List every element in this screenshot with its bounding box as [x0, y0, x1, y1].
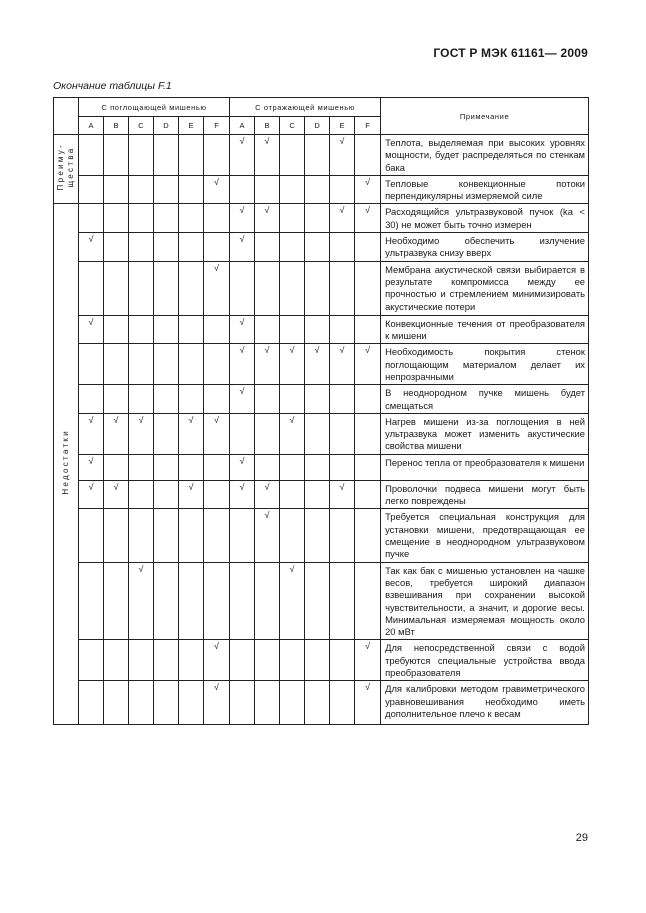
mark-cell [204, 261, 230, 315]
table-row [54, 344, 589, 385]
mark-cell [255, 204, 280, 233]
table-row [54, 562, 589, 640]
mark-cell [230, 681, 255, 725]
mark-cell [179, 681, 204, 725]
mark-cell [330, 344, 355, 385]
mark-cell [154, 344, 179, 385]
check-mark: √ [239, 205, 245, 216]
mark-cell [305, 562, 330, 640]
mark-cell [154, 261, 179, 315]
mark-cell [255, 509, 280, 562]
mark-cell [104, 681, 129, 725]
category-label: Недостатки [61, 429, 70, 495]
mark-cell [129, 204, 154, 233]
check-mark: √ [365, 345, 371, 356]
table-row [54, 640, 589, 681]
mark-cell [280, 261, 305, 315]
mark-cell [179, 454, 204, 480]
note-cell: Тепловые конвекционные потоки перпендикулярны измеряемой силе [381, 175, 589, 204]
table-row [54, 509, 589, 562]
mark-cell [255, 562, 280, 640]
check-mark: √ [339, 345, 345, 356]
note-cell: Необходимость покрытия стенок поглощающим материалом делает их непрозрачными [381, 344, 589, 385]
note-cell: Так как бак с мишенью установлен на чашке весов, требуется широкий диапазон взвешивания при сохранении высокой чувствительности, а значит, и дорогие весы. Минимальная измеряемая мощность около 20 мВт [381, 562, 589, 640]
note-cell: Мембрана акустической связи выбирается в результате компромисса между ее прочностью и стремлением минимизировать акустические потери [381, 261, 589, 315]
table-row [54, 480, 589, 509]
mark-cell [330, 261, 355, 315]
mark-cell [230, 233, 255, 262]
mark-cell [230, 562, 255, 640]
mark-cell [305, 454, 330, 480]
mark-cell [104, 175, 129, 204]
note-cell: Теплота, выделяемая при высоких уровнях мощности, будет распределяться по стенкам бака [381, 135, 589, 176]
mark-cell [255, 640, 280, 681]
mark-cell [255, 233, 280, 262]
subcolumn-header: B [255, 117, 280, 135]
mark-cell [230, 385, 255, 414]
mark-cell [79, 344, 104, 385]
mark-cell [104, 261, 129, 315]
mark-cell [179, 204, 204, 233]
mark-cell [179, 385, 204, 414]
page-number: 29 [575, 832, 588, 844]
mark-cell [179, 315, 204, 344]
mark-cell [355, 640, 381, 681]
check-mark: √ [239, 455, 245, 466]
table-row [54, 233, 589, 262]
note-cell: Необходимо обеспечить излучение ультразвука снизу вверх [381, 233, 589, 262]
mark-cell [204, 204, 230, 233]
mark-cell [230, 509, 255, 562]
check-mark: √ [339, 481, 345, 492]
mark-cell [79, 509, 104, 562]
mark-cell [280, 385, 305, 414]
mark-cell [230, 204, 255, 233]
mark-cell [355, 204, 381, 233]
mark-cell [330, 454, 355, 480]
mark-cell [154, 175, 179, 204]
mark-cell [204, 509, 230, 562]
notes-header: Примечание [381, 98, 589, 135]
table-row [54, 385, 589, 414]
mark-cell [104, 480, 129, 509]
subcolumn-header: D [154, 117, 179, 135]
mark-cell [79, 315, 104, 344]
mark-cell [230, 261, 255, 315]
mark-cell [129, 454, 154, 480]
mark-cell [104, 385, 129, 414]
table-row [54, 204, 589, 233]
mark-cell [255, 681, 280, 725]
check-mark: √ [239, 234, 245, 245]
mark-cell [280, 315, 305, 344]
mark-cell [204, 480, 230, 509]
mark-cell [230, 344, 255, 385]
check-mark: √ [239, 316, 245, 327]
subcolumn-header: A [79, 117, 104, 135]
mark-cell [179, 480, 204, 509]
category-label: Преиму- щества [56, 143, 75, 191]
note-cell: Требуется специальная конструкция для установки мишени, предотвращающая ее смещение в неоднородном ультразвуковом пучке [381, 509, 589, 562]
mark-cell [330, 135, 355, 176]
check-mark: √ [188, 414, 194, 425]
mark-cell [280, 509, 305, 562]
mark-cell [330, 480, 355, 509]
mark-cell [305, 413, 330, 454]
check-mark: √ [339, 205, 345, 216]
subcolumn-header: A [230, 117, 255, 135]
check-mark: √ [88, 481, 94, 492]
mark-cell [154, 204, 179, 233]
mark-cell [355, 344, 381, 385]
mark-cell [355, 261, 381, 315]
note-cell: Перенос тепла от преобразователя к мишени [381, 454, 589, 480]
mark-cell [79, 681, 104, 725]
mark-cell [255, 261, 280, 315]
mark-cell [104, 344, 129, 385]
mark-cell [230, 175, 255, 204]
mark-cell [305, 315, 330, 344]
mark-cell [129, 509, 154, 562]
check-mark: √ [214, 176, 219, 187]
group-reflecting-header: С отражающей мишенью [230, 98, 381, 117]
mark-cell [355, 480, 381, 509]
mark-cell [79, 261, 104, 315]
mark-cell [280, 135, 305, 176]
mark-cell [129, 413, 154, 454]
mark-cell [79, 233, 104, 262]
mark-cell [204, 385, 230, 414]
mark-cell [305, 640, 330, 681]
category-disadvantages [54, 204, 79, 725]
mark-cell [154, 233, 179, 262]
mark-cell [204, 175, 230, 204]
note-cell: В неоднородном пучке мишень будет смещаться [381, 385, 589, 414]
mark-cell [79, 480, 104, 509]
check-mark: √ [365, 176, 371, 187]
mark-cell [355, 175, 381, 204]
check-mark: √ [365, 641, 371, 652]
subcolumn-header: C [129, 117, 154, 135]
mark-cell [129, 681, 154, 725]
check-mark: √ [264, 205, 270, 216]
mark-cell [179, 233, 204, 262]
check-mark: √ [264, 510, 270, 521]
mark-cell [129, 261, 154, 315]
mark-cell [305, 344, 330, 385]
mark-cell [179, 562, 204, 640]
check-mark: √ [214, 682, 219, 693]
check-mark: √ [188, 481, 194, 492]
mark-cell [104, 413, 129, 454]
check-mark: √ [239, 345, 245, 356]
mark-cell [280, 344, 305, 385]
table-row [54, 413, 589, 454]
mark-cell [154, 315, 179, 344]
table-row [54, 261, 589, 315]
mark-cell [154, 135, 179, 176]
mark-cell [204, 135, 230, 176]
mark-cell [154, 509, 179, 562]
mark-cell [179, 509, 204, 562]
mark-cell [230, 640, 255, 681]
mark-cell [330, 681, 355, 725]
table-row [54, 315, 589, 344]
mark-cell [280, 175, 305, 204]
mark-cell [305, 480, 330, 509]
table-row [54, 454, 589, 480]
mark-cell [305, 175, 330, 204]
mark-cell [330, 204, 355, 233]
subcolumn-header: F [355, 117, 381, 135]
check-mark: √ [214, 414, 219, 425]
mark-cell [280, 413, 305, 454]
check-mark: √ [138, 414, 144, 425]
check-mark: √ [365, 205, 371, 216]
subcolumn-header: E [179, 117, 204, 135]
check-mark: √ [365, 682, 371, 693]
mark-cell [255, 315, 280, 344]
mark-cell [129, 175, 154, 204]
mark-cell [355, 562, 381, 640]
mark-cell [305, 261, 330, 315]
note-cell: Нагрев мишени из-за поглощения в ней ультразвука может изменить акустические свойства мишени [381, 413, 589, 454]
mark-cell [355, 454, 381, 480]
mark-cell [355, 413, 381, 454]
mark-cell [230, 454, 255, 480]
standard-header: ГОСТ Р МЭК 61161— 2009 [433, 46, 588, 60]
mark-cell [355, 135, 381, 176]
mark-cell [204, 562, 230, 640]
check-mark: √ [289, 345, 295, 356]
mark-cell [179, 344, 204, 385]
mark-cell [104, 640, 129, 681]
subcolumn-header: D [305, 117, 330, 135]
mark-cell [305, 135, 330, 176]
mark-cell [104, 315, 129, 344]
mark-cell [129, 562, 154, 640]
mark-cell [305, 681, 330, 725]
mark-cell [355, 233, 381, 262]
mark-cell [79, 175, 104, 204]
mark-cell [255, 344, 280, 385]
mark-cell [179, 261, 204, 315]
note-cell: Конвекционные течения от преобразователя к мишени [381, 315, 589, 344]
mark-cell [230, 135, 255, 176]
subcolumn-header: F [204, 117, 230, 135]
mark-cell [79, 385, 104, 414]
mark-cell [154, 413, 179, 454]
mark-cell [330, 175, 355, 204]
mark-cell [305, 233, 330, 262]
check-mark: √ [214, 641, 219, 652]
check-mark: √ [264, 136, 270, 146]
mark-cell [154, 562, 179, 640]
mark-cell [330, 315, 355, 344]
subcolumn-header: E [330, 117, 355, 135]
check-mark: √ [88, 316, 94, 327]
mark-cell [129, 344, 154, 385]
mark-cell [104, 562, 129, 640]
subcolumn-header: C [280, 117, 305, 135]
mark-cell [154, 385, 179, 414]
mark-cell [204, 640, 230, 681]
mark-cell [204, 344, 230, 385]
mark-cell [204, 315, 230, 344]
table-row [54, 175, 589, 204]
comparison-table [53, 97, 589, 725]
check-mark: √ [239, 136, 245, 146]
mark-cell [355, 385, 381, 414]
check-mark: √ [264, 481, 270, 492]
check-mark: √ [138, 563, 144, 574]
table-caption: Окончание таблицы F.1 [53, 80, 172, 92]
mark-cell [104, 204, 129, 233]
mark-cell [179, 640, 204, 681]
table-row [54, 135, 589, 176]
mark-cell [154, 480, 179, 509]
mark-cell [129, 135, 154, 176]
mark-cell [204, 413, 230, 454]
mark-cell [230, 413, 255, 454]
mark-cell [154, 640, 179, 681]
mark-cell [104, 233, 129, 262]
group-absorbing-header: С поглощающей мишенью [79, 98, 230, 117]
check-mark: √ [239, 386, 245, 397]
check-mark: √ [289, 563, 295, 574]
mark-cell [204, 681, 230, 725]
mark-cell [355, 681, 381, 725]
mark-cell [179, 413, 204, 454]
mark-cell [280, 562, 305, 640]
note-cell: Для непосредственной связи с водой требуются специальные устройства ввода преобразователя [381, 640, 589, 681]
mark-cell [179, 135, 204, 176]
mark-cell [330, 640, 355, 681]
mark-cell [129, 315, 154, 344]
check-mark: √ [314, 345, 320, 356]
mark-cell [104, 135, 129, 176]
mark-cell [330, 413, 355, 454]
mark-cell [204, 454, 230, 480]
mark-cell [154, 454, 179, 480]
mark-cell [330, 509, 355, 562]
mark-cell [79, 204, 104, 233]
check-mark: √ [339, 136, 345, 146]
mark-cell [255, 385, 280, 414]
check-mark: √ [88, 414, 94, 425]
mark-cell [154, 681, 179, 725]
mark-cell [305, 385, 330, 414]
mark-cell [255, 175, 280, 204]
table-row [54, 681, 589, 725]
check-mark: √ [214, 262, 219, 273]
note-cell: Для калибровки методом гравиметрического уравновешивания необходимо иметь дополнительное плечо к весам [381, 681, 589, 725]
category-advantages [54, 135, 79, 204]
mark-cell [255, 480, 280, 509]
mark-cell [104, 509, 129, 562]
mark-cell [280, 640, 305, 681]
check-mark: √ [113, 414, 119, 425]
mark-cell [280, 681, 305, 725]
check-mark: √ [264, 345, 270, 356]
mark-cell [204, 233, 230, 262]
mark-cell [330, 233, 355, 262]
mark-cell [355, 509, 381, 562]
mark-cell [330, 385, 355, 414]
mark-cell [330, 562, 355, 640]
mark-cell [305, 204, 330, 233]
mark-cell [255, 454, 280, 480]
mark-cell [129, 385, 154, 414]
check-mark: √ [88, 234, 94, 245]
note-cell: Расходящийся ультразвуковой пучок (ka < 30) не может быть точно измерен [381, 204, 589, 233]
mark-cell [79, 454, 104, 480]
mark-cell [179, 175, 204, 204]
mark-cell [280, 480, 305, 509]
mark-cell [230, 480, 255, 509]
mark-cell [79, 413, 104, 454]
check-mark: √ [239, 481, 245, 492]
mark-cell [280, 454, 305, 480]
mark-cell [255, 413, 280, 454]
check-mark: √ [289, 414, 295, 425]
subcolumn-header: B [104, 117, 129, 135]
category-header [54, 98, 79, 135]
table-body [54, 135, 589, 725]
mark-cell [79, 640, 104, 681]
mark-cell [280, 233, 305, 262]
check-mark: √ [113, 481, 119, 492]
mark-cell [129, 233, 154, 262]
mark-cell [280, 204, 305, 233]
mark-cell [129, 640, 154, 681]
mark-cell [230, 315, 255, 344]
mark-cell [129, 480, 154, 509]
mark-cell [305, 509, 330, 562]
note-cell: Проволочки подвеса мишени могут быть легко повреждены [381, 480, 589, 509]
mark-cell [255, 135, 280, 176]
mark-cell [355, 315, 381, 344]
check-mark: √ [88, 455, 94, 466]
mark-cell [79, 135, 104, 176]
mark-cell [79, 562, 104, 640]
mark-cell [104, 454, 129, 480]
